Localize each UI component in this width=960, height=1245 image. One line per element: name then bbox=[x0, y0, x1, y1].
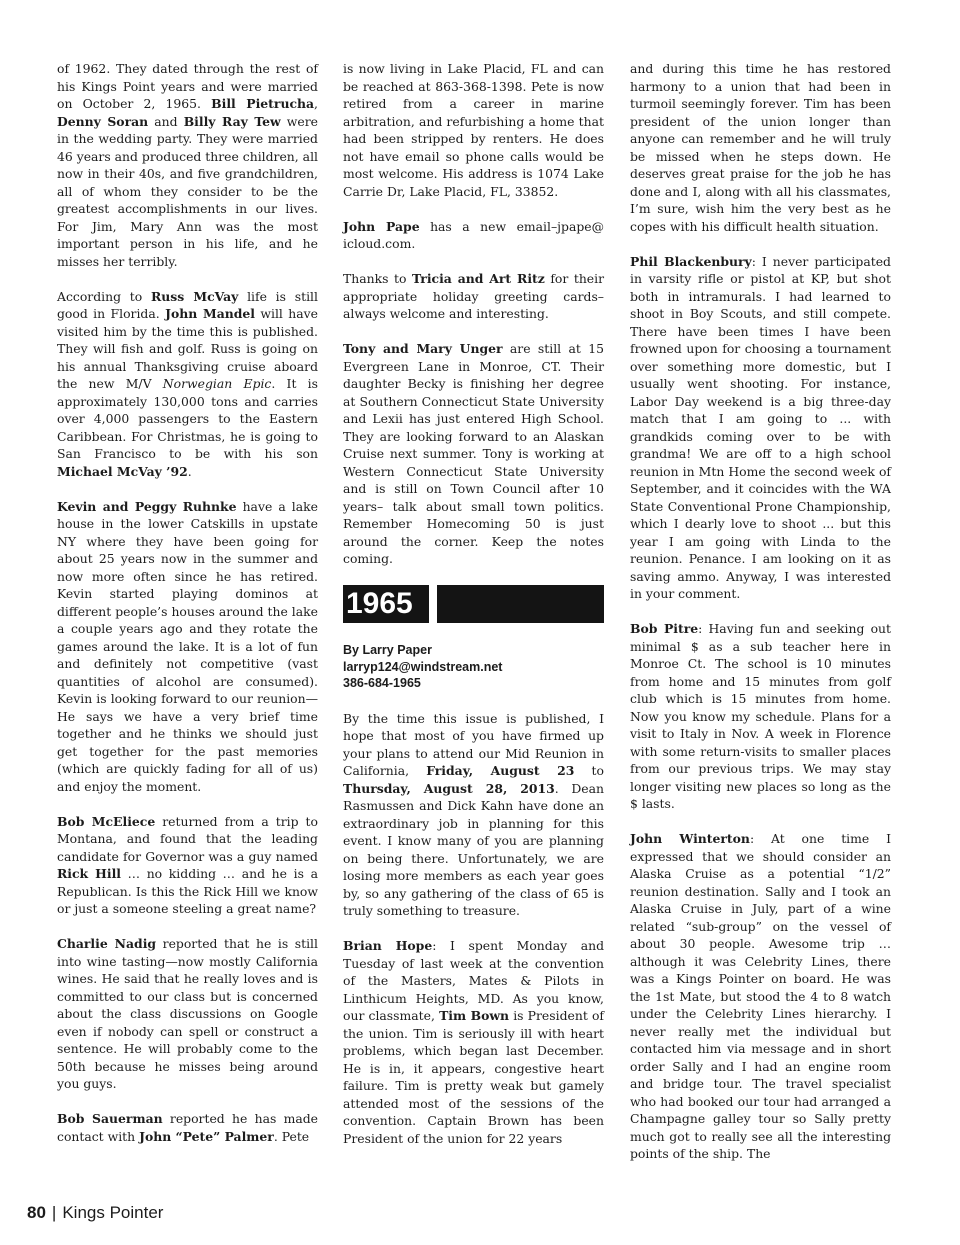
paragraph: and during this time he has restored harmony to a union that had been in turmoil seemingly forever. Tim has been president of the union longer than anyone can remember and he will truly be missed when he steps down. He deserves great praise for the job he has done and I, along with all his classmates, I’m sure, wish him the very best as he copes with his difficult health situation. bbox=[630, 61, 891, 234]
paragraph: Brian Hope: I spent Monday and Tuesday of last week at the convention of the Masters, Mates & Pilots in Linthicum Heights, MD. As you know, our classmate, Tim Bown is President of the union. Tim is seriously ill with heart problems, which began last December. He is in, it appears, congestive heart failure. Tim is pretty weak but gamely attended most of the sessions of the convention. Captain Brown has been President of the union for 22 years bbox=[343, 938, 605, 1146]
publication-name: Kings Pointer bbox=[62, 1203, 164, 1222]
paragraph: Bob McEliece returned from a trip to Montana, and found that the leading candidate for Governor was a guy named Rick Hill … no kidding … and he is a Republican. Is this the Rick Hill we know or just a someone steeling a great name? bbox=[57, 813, 318, 916]
byline bbox=[343, 642, 604, 692]
paragraph: Phil Blackenbury: I never participated in varsity rifle or pistol at KP, but shot both in intramurals. I had learned to shoot in Boy Scouts, and still compete. There have been times I have been frowned upon for choosing a tournament over something more domestic, but I usually went shooting. For instance, Labor Day weekend is a big three-day match that I am going to ... with grandkids coming over to be with grandma! We are off to a high school reunion in Mtn Home the second week of September, and it coincides with the WA State Conventional Prone Championship, which I dearly love to shoot ... but this year I am going with Linda to the reunion. Penance. I am looking on it as saving ammo. Anyway, I was interested in your comment. bbox=[630, 253, 891, 601]
paragraph: John Winterton: At one time I expressed that we should consider an Alaska Cruise as a potential “1/2” reunion destination. Sally and I took an Alaska Cruise in July, part of a wine related “sub-group” on the vessel of about 30 people. Awesome trip … although it was Celebrity Lines, there was a Kings Pointer on board. He was the 1st Mate, but stood the 4 to 8 watch under the Celebrity Lines hierarchy. I never really met the individual but contacted him via message and in short order Sally and I had an engine room and bridge tour. The travel specialist who had booked our tour had arranged a Champagne galley tour so Sally pretty much got to really see all the interesting points of the ship. The bbox=[630, 831, 891, 1161]
byline-email: larryp124@windstream.net bbox=[343, 659, 503, 674]
byline-name: By Larry Paper bbox=[343, 643, 432, 657]
paragraph: Charlie Nadig reported that he is still into wine tasting—now mostly California wines. He said that he really loves and is committed to our class but is concerned about the class discussions on Google even if nobody can spell or construct a sentence. He will probably come to the 50th because he misses being around you guys. bbox=[57, 936, 318, 1091]
paragraph: Bob Sauerman reported he has made contact with John “Pete” Palmer. Pete bbox=[57, 1111, 318, 1144]
paragraph: By the time this issue is published, I hope that most of you have firmed up your plans to attend our Mid Reunion in California, Friday, August 23 to Thursday, August 28, 2013. Dean Rasmussen and Dick Kahn have done an extraordinary job in planning for this event. I know many of you are planning on being there. Unfortunately, we are losing more members as each year goes by, so any gathering of the class of 65 is truly something to treasure. bbox=[343, 710, 604, 918]
paragraph: is now living in Lake Placid, FL and can be reached at 863-368-1398. Pete is now retired from a career in marine arbitration, and refurbishing a home that had been stripped by renters. He does not have email so phone calls would be most welcome. His address is 1074 Lake Carrie Dr, Lake Placid, FL, 33852. bbox=[343, 61, 604, 199]
paragraph: Bob Pitre: Having fun and seeking out minimal $ as a sub teacher here in Monroe Ct. The school is 10 minutes from home and 15 minutes from golf club which is 15 minutes from home. Now you know my schedule. Plans for a visit to Italy in Nov. A week in Florence with some return-visits to smaller places from our previous trips. We may stay longer visiting new places so long as the $ lasts. bbox=[630, 621, 892, 811]
footer-separator: | bbox=[51, 1203, 57, 1222]
page-footer bbox=[27, 1203, 163, 1223]
page-number: 80 bbox=[27, 1203, 46, 1222]
class-year-header bbox=[343, 585, 604, 623]
class-year-label: 1965 bbox=[343, 585, 429, 623]
column-1 bbox=[57, 60, 318, 1163]
column-3 bbox=[630, 60, 891, 1180]
paragraph: Tony and Mary Unger are still at 15 Evergreen Lane in Monroe, CT. Their daughter Becky is finishing her degree at Southern Connecticut State University and Lexii has just entered High School. They are looking forward to an Alaskan Cruise next summer. Tony is working at Western Connecticut State University and is still on Town Council after 10 years– talk about small town politics. Remember Homecoming 50 is just around the corner. Keep the notes coming. bbox=[343, 341, 604, 566]
column-2 bbox=[343, 60, 604, 1165]
byline-phone: 386-684-1965 bbox=[343, 676, 421, 690]
paragraph: Thanks to Tricia and Art Ritz for their appropriate holiday greeting cards–always welcome and interesting. bbox=[343, 271, 605, 321]
header-bar bbox=[437, 585, 604, 623]
paragraph: Kevin and Peggy Ruhnke have a lake house in the lower Catskills in upstate NY where they have been going for about 25 years now in the summer and now more often since he has retired. Kevin started playing dominos at different people’s houses around the lake a couple years ago and they rotate the games around the lake. It is a lot of fun and definitely not competitive (vast quantities of alcohol are consumed). Kevin is looking forward to our reunion—He says we have a very brief time together and he thinks we should just get together for the past memories (which are quickly fading for all of us) and enjoy the moment. bbox=[57, 498, 318, 794]
paragraph: of 1962. They dated through the rest of his Kings Point years and were married on October 2, 1965. Bill Pietrucha, Denny Soran and Billy Ray Tew were in the wedding party. They were married 46 years and produced three children, all now in their 40s, and five grandchildren, all of whom they consider to be the greatest accomplishments in our lives. For Jim, Mary Ann was the most important person in his life, and he misses her terribly. bbox=[57, 61, 318, 269]
paragraph: According to Russ McVay life is still good in Florida. John Mandel will have visited him by the time this is published. They will fish and golf. Russ is going on his annual Thanksgiving cruise aboard the new M/V Norwegian Epic. It is approximately 130,000 tons and carries over 4,000 passengers to the Eastern Caribbean. For Christmas, he is going to San Francisco to be with his son Michael McVay ’92. bbox=[57, 288, 319, 479]
header-divider bbox=[429, 585, 437, 623]
paragraph: John Pape has a new email–jpape@ icloud.com. bbox=[343, 218, 604, 251]
